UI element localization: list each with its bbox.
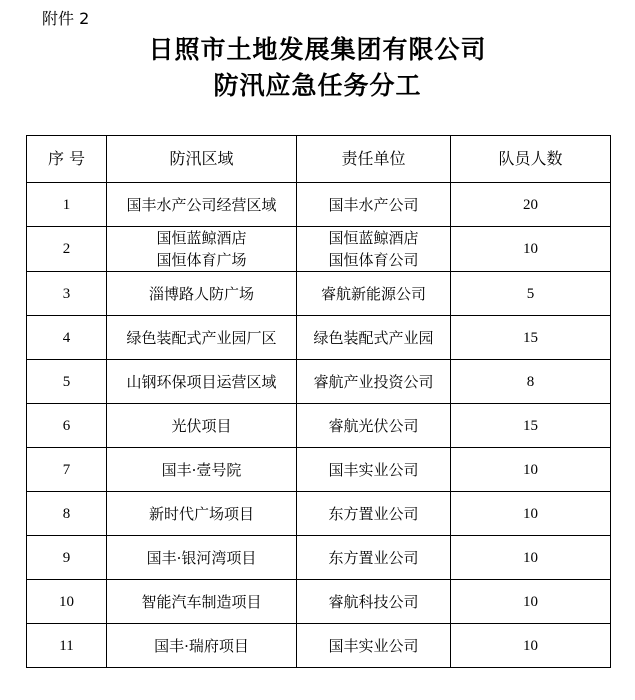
unit-line: 国恒蓝鲸酒店 — [328, 229, 419, 247]
cell-seq: 9 — [27, 536, 107, 580]
cell-count: 10 — [451, 580, 611, 624]
cell-area — [107, 183, 297, 227]
table-row — [27, 360, 611, 404]
cell-unit — [297, 404, 451, 448]
cell-seq: 7 — [27, 448, 107, 492]
unit-line: 睿航光伏公司 — [328, 416, 419, 435]
cell-count: 10 — [451, 624, 611, 668]
table-row — [27, 624, 611, 668]
unit-line: 绿色装配式产业园 — [313, 328, 434, 347]
unit-line: 国丰实业公司 — [328, 636, 419, 655]
cell-count: 15 — [451, 316, 611, 360]
cell-area — [107, 580, 297, 624]
table-row — [27, 183, 611, 227]
cell-area — [107, 272, 297, 316]
table-row — [27, 536, 611, 580]
area-line: 光伏项目 — [171, 416, 232, 435]
attachment-label: 附件 2 — [42, 9, 90, 28]
area-line: 山钢环保项目运营区域 — [126, 372, 277, 391]
cell-count: 10 — [451, 227, 611, 272]
cell-unit — [297, 580, 451, 624]
area-line: 智能汽车制造项目 — [141, 592, 262, 611]
cell-area — [107, 624, 297, 668]
table-row — [27, 404, 611, 448]
cell-unit — [297, 536, 451, 580]
cell-area — [107, 492, 297, 536]
area-line: 国丰·瑞府项目 — [154, 636, 249, 655]
cell-seq: 10 — [27, 580, 107, 624]
area-line: 绿色装配式产业园厂区 — [126, 328, 277, 347]
header-unit: 责任单位 — [297, 136, 451, 183]
unit-line: 睿航新能源公司 — [320, 284, 426, 303]
cell-count: 10 — [451, 536, 611, 580]
cell-unit — [297, 360, 451, 404]
cell-count: 15 — [451, 404, 611, 448]
unit-line: 东方置业公司 — [328, 548, 419, 567]
unit-line: 国丰水产公司 — [328, 195, 419, 214]
cell-seq: 11 — [27, 624, 107, 668]
cell-unit — [297, 272, 451, 316]
unit-line: 东方置业公司 — [328, 504, 419, 523]
area-line: 国丰水产公司经营区域 — [126, 195, 277, 214]
unit-line: 睿航科技公司 — [328, 592, 419, 611]
cell-seq: 1 — [27, 183, 107, 227]
document-title: 日照市土地发展集团有限公司 — [148, 35, 487, 64]
table-row — [27, 492, 611, 536]
cell-area — [107, 404, 297, 448]
cell-count: 20 — [451, 183, 611, 227]
area-line: 国恒体育广场 — [156, 251, 247, 269]
header-area: 防汛区域 — [107, 136, 297, 183]
cell-area — [107, 360, 297, 404]
area-line: 国丰·银河湾项目 — [146, 548, 257, 567]
cell-seq: 5 — [27, 360, 107, 404]
table-row — [27, 448, 611, 492]
area-line: 国丰·壹号院 — [161, 460, 242, 479]
cell-unit — [297, 492, 451, 536]
cell-seq: 2 — [27, 227, 107, 272]
table-row — [27, 272, 611, 316]
cell-count: 8 — [451, 360, 611, 404]
cell-unit — [297, 448, 451, 492]
cell-unit — [297, 316, 451, 360]
area-line: 新时代广场项目 — [148, 504, 254, 523]
area-line: 淄博路人防广场 — [148, 284, 254, 303]
cell-seq: 3 — [27, 272, 107, 316]
cell-count: 10 — [451, 448, 611, 492]
cell-area — [107, 227, 297, 272]
cell-area — [107, 536, 297, 580]
cell-unit — [297, 183, 451, 227]
unit-line: 睿航产业投资公司 — [313, 372, 434, 391]
cell-seq: 4 — [27, 316, 107, 360]
cell-seq: 6 — [27, 404, 107, 448]
header-seq: 序 号 — [27, 136, 107, 183]
unit-line: 国恒体育公司 — [328, 251, 419, 269]
task-assignment-table — [26, 135, 611, 668]
header-count: 队员人数 — [451, 136, 611, 183]
cell-count: 10 — [451, 492, 611, 536]
cell-area — [107, 316, 297, 360]
table-row — [27, 316, 611, 360]
table-row — [27, 227, 611, 272]
unit-line: 国丰实业公司 — [328, 460, 419, 479]
table-row — [27, 580, 611, 624]
cell-area — [107, 448, 297, 492]
area-line: 国恒蓝鲸酒店 — [156, 229, 247, 247]
table-header-row — [27, 136, 611, 183]
cell-unit — [297, 624, 451, 668]
cell-seq: 8 — [27, 492, 107, 536]
cell-count: 5 — [451, 272, 611, 316]
document-subtitle: 防汛应急任务分工 — [213, 71, 422, 100]
cell-unit — [297, 227, 451, 272]
